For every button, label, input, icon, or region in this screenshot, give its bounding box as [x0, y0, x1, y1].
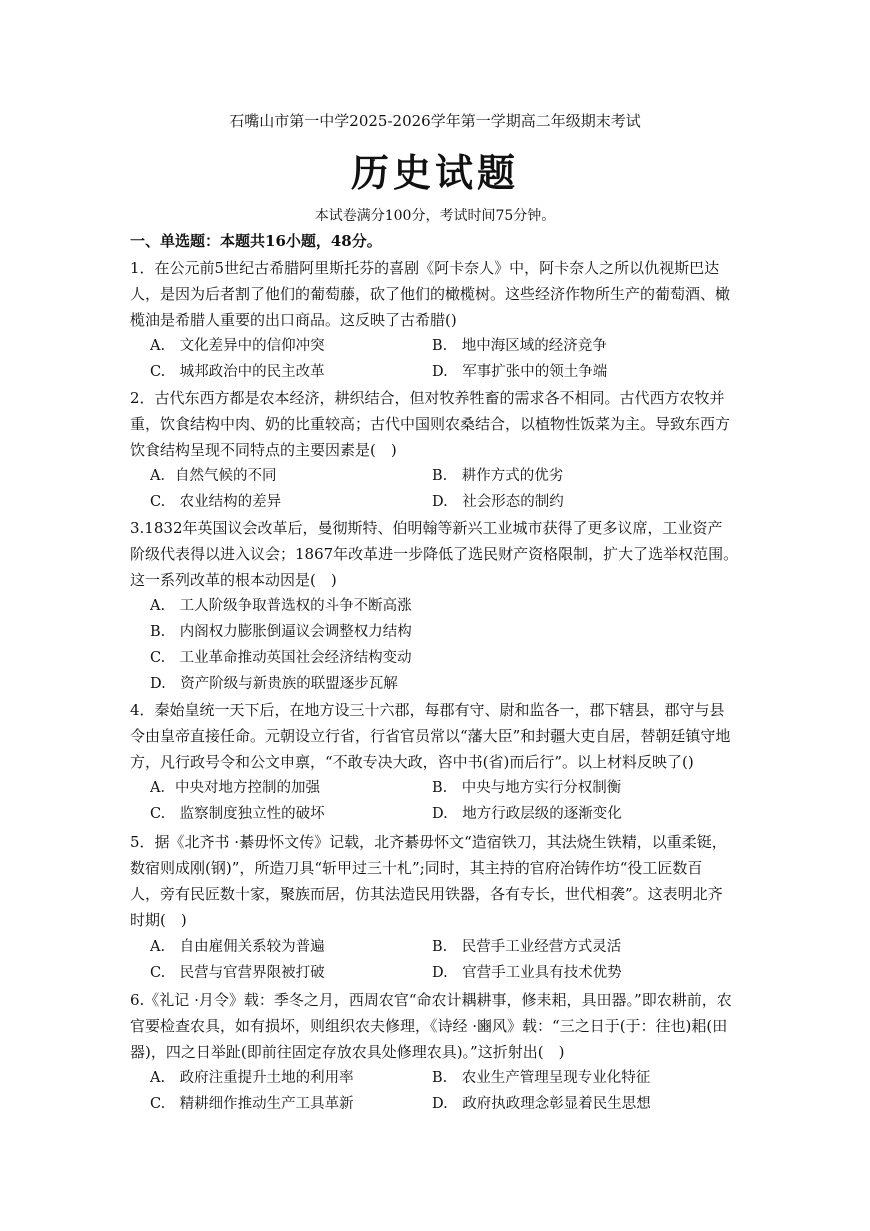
question-1-line-1: 1．在公元前5世纪古希腊阿里斯托芬的喜剧《阿卡奈人》中，阿卡奈人之所以仇视斯巴达: [130, 259, 720, 277]
question-3-line-2: 阶级代表得以进入议会；1867年改革进一步降低了选民财产资格限制，扩大了选举权范围。: [130, 545, 739, 563]
question-3-line-1: 3.1832年英国议会改革后，曼彻斯特、伯明翰等新兴工业城市获得了更多议席，工业资产: [130, 519, 723, 537]
question-4-line-2: 令由皇帝直接任命。元朝设立行省，行省官员常以“藩大臣”和封疆大吏自居，替朝廷镇守地: [130, 727, 731, 745]
school-header: 石嘴山市第一中学2025-2026学年第一学期高二年级期末考试: [229, 112, 641, 130]
question-1-line-3: 榄油是希腊人重要的出口商品。这反映了古希腊(): [130, 311, 457, 329]
question-5-line-4: 时期( ): [130, 911, 187, 929]
question-2-line-2: 重，饮食结构中肉、奶的比重较高；古代中国则农桑结合，以植物性饭菜为主。导致东西方: [130, 415, 731, 433]
question-2-option-b[interactable]: B. 耕作方式的优劣: [432, 468, 564, 484]
question-3-line-3: 这一系列改革的根本动因是( ): [130, 571, 337, 589]
question-2-option-a[interactable]: A．自然气候的不同: [150, 468, 277, 484]
question-6-line-1: 6.《礼记 ·月令》载：季冬之月，西周农官“命农计耦耕事，修耒耜，具田器。”即农耕前，农: [130, 991, 732, 1009]
question-6-line-2: 官要检查农具，如有损坏，则组织农夫修理，《诗经 ·豳风》载：“三之日于(于：往也)耜(田: [130, 1017, 728, 1035]
question-4-line-1: 4．秦始皇统一天下后，在地方设三十六郡，每郡有守、尉和监各一，郡下辖县，郡守与县: [130, 701, 725, 719]
question-6-option-c[interactable]: C. 精耕细作推动生产工具革新: [150, 1096, 354, 1112]
question-5-option-a[interactable]: A. 自由雇佣关系较为普遍: [150, 939, 325, 955]
question-4-option-d[interactable]: D. 地方行政层级的逐渐变化: [432, 806, 622, 822]
question-2-option-c[interactable]: C. 农业结构的差异: [150, 494, 282, 510]
question-1-line-2: 人，是因为后者割了他们的葡萄藤，砍了他们的橄榄树。这些经济作物所生产的葡萄酒、橄: [130, 285, 731, 303]
question-5-option-d[interactable]: D. 官营手工业具有技术优势: [432, 965, 622, 981]
question-2-option-d[interactable]: D. 社会形态的制约: [432, 494, 564, 510]
section-heading: 一、单选题：本题共16小题，48分。: [130, 232, 382, 250]
question-4-line-3: 方，凡行政号令和公文申禀，“不敢专决大政，咨中书(省)而后行”。以上材料反映了(): [130, 753, 694, 771]
question-6-option-b[interactable]: B. 农业生产管理呈现专业化特征: [432, 1070, 651, 1086]
question-1-option-b[interactable]: B. 地中海区域的经济竞争: [432, 338, 607, 354]
question-4-option-b[interactable]: B. 中央与地方实行分权制衡: [432, 780, 622, 796]
question-5-line-3: 人，旁有民匠数十家，聚族而居，仿其法造民用铁器，各有专长，世代相袭”。这表明北齐: [130, 885, 723, 903]
question-3-option-c[interactable]: C. 工业革命推动英国社会经济结构变动: [150, 650, 412, 666]
page-title: 历史试题: [350, 150, 519, 195]
question-3-option-a[interactable]: A. 工人阶级争取普选权的斗争不断高涨: [150, 598, 412, 614]
question-6-option-d[interactable]: D. 政府执政理念彰显着民生思想: [432, 1096, 651, 1112]
question-5-line-1: 5．据《北齐书 ·綦毋怀文传》记载，北齐綦毋怀文“造宿铁刀，其法烧生铁精，以重柔铤，: [130, 833, 727, 851]
question-6-line-3: 器)，四之日举趾(即前往固定存放农具处修理农具)。”这折射出( ): [130, 1043, 565, 1061]
question-3-option-d[interactable]: D. 资产阶级与新贵族的联盟逐步瓦解: [150, 676, 398, 692]
question-1-option-d[interactable]: D. 军事扩张中的领土争端: [432, 364, 608, 380]
question-3-option-b[interactable]: B. 内阁权力膨胀倒逼议会调整权力结构: [150, 624, 412, 640]
question-4-option-c[interactable]: C. 监察制度独立性的破坏: [150, 806, 325, 822]
question-5-line-2: 数宿则成刚(钢)”，所造刀具“斩甲过三十札”;同时，其主持的官府冶铸作坊“役工匠数百: [130, 859, 703, 877]
question-5-option-b[interactable]: B. 民营手工业经营方式灵活: [432, 939, 622, 955]
question-4-option-a[interactable]: A．中央对地方控制的加强: [150, 780, 320, 796]
question-2-line-1: 2．古代东西方都是农本经济，耕织结合，但对牧养牲畜的需求各不相同。古代西方农牧并: [130, 389, 725, 407]
exam-note: 本试卷满分100分，考试时间75分钟。: [314, 208, 556, 224]
question-1-option-a[interactable]: A. 文化差异中的信仰冲突: [150, 338, 325, 354]
question-2-line-3: 饮食结构呈现不同特点的主要因素是( ): [130, 441, 397, 459]
question-6-option-a[interactable]: A. 政府注重提升土地的利用率: [150, 1070, 354, 1086]
question-1-option-c[interactable]: C. 城邦政治中的民主改革: [150, 364, 325, 380]
question-5-option-c[interactable]: C. 民营与官营界限被打破: [150, 965, 325, 981]
